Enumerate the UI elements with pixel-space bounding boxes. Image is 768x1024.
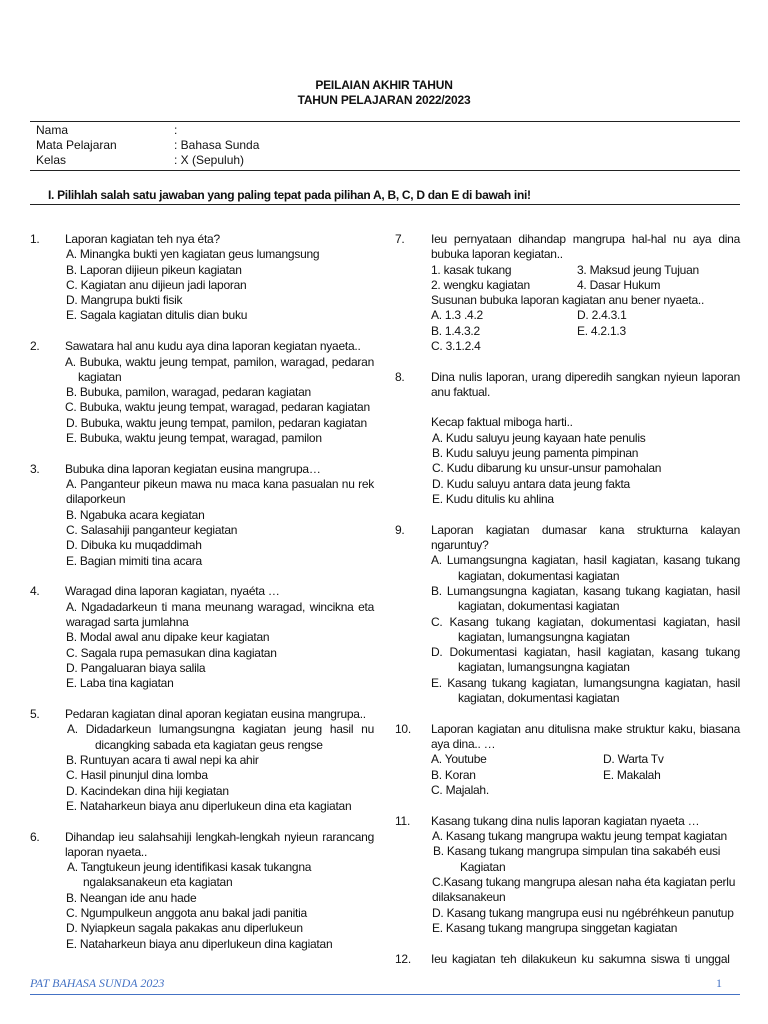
question-number: 7. [395, 232, 405, 246]
info-label: Nama [36, 123, 69, 137]
option: B. Modal awal anu dipake keur kagiatan [66, 630, 270, 645]
question-2 [30, 339, 374, 446]
question-12 [395, 952, 740, 967]
option: A. Kudu saluyu jeung kayaan hate penulis [432, 430, 646, 445]
option: E. Kudu ditulis ku ahlina [432, 491, 554, 506]
option: C. 3.1.2.4 [431, 339, 481, 354]
question-10 [395, 722, 740, 798]
options-grid [431, 308, 740, 354]
option: D. Kasang tukang mangrupa eusi nu ngébréhkeun panutup [432, 905, 734, 920]
info-bottom-rule [30, 170, 740, 171]
question-1 [30, 232, 374, 324]
question-7 [395, 232, 740, 354]
question-stem: Ieu pernyataan dihandap mangrupa hal-hal nu aya dina bubuka laporan kegiatan.. [431, 232, 740, 262]
option: D. 2.4.3.1 [577, 308, 627, 323]
left-column [30, 232, 374, 967]
option: E. Bubuka, waktu jeung tempat, waragad, pamilon [66, 431, 322, 446]
question-number: 1. [30, 232, 40, 246]
option: B. Neangan ide anu hade [66, 890, 197, 905]
question-stem: Ieu kagiatan teh dilakukeun ku sakumna siswa ti unggal [431, 951, 730, 966]
option: B. Runtuyan acara ti awal nepi ka ahir [66, 752, 259, 767]
option: B. Bubuka, pamilon, waragad, pedaran kagiatan [66, 385, 311, 400]
question-stem: Laporan kagiatan teh nya éta? [65, 232, 220, 246]
option: C. Kagiatan anu dijieun jadi laporan [66, 277, 247, 292]
option: E. Sagala kagiatan ditulis dian buku [66, 308, 248, 323]
option: E. Kasang tukang mangrupa singgetan kagiatan [432, 920, 678, 935]
info-top-rule [30, 121, 740, 122]
instruction-text: I. Pilihlah salah satu jawaban yang paling tepat pada pilihan A, B, C, D dan E di bawah ini! [48, 188, 531, 202]
option: D. Nyiapkeun sagala pakakas anu diperlukeun [66, 921, 303, 936]
question-6 [30, 830, 374, 952]
statement: 4. Dasar Hukum [577, 277, 661, 292]
question-number: 2. [30, 339, 40, 354]
right-column [395, 232, 740, 982]
question-stem: Kasang tukang dina nulis laporan kagiatan nyaeta … [431, 813, 700, 828]
statement: 1. kasak tukang [431, 262, 512, 277]
footer-rule [30, 994, 740, 995]
option: D. Kudu saluyu antara data jeung fakta [432, 476, 630, 491]
question-number: 10. [395, 721, 411, 736]
option: A. Ngadadarkeun ti mana meunang waragad, wincikna eta waragad sarta jumlahna [66, 599, 374, 630]
option: D. Kacindekan dina hiji kegiatan [66, 783, 229, 798]
option: C. Sagala rupa pemasukan dina kagiatan [66, 645, 277, 660]
footer-title: PAT BAHASA SUNDA 2023 [30, 976, 165, 990]
option: C. Ngumpulkeun anggota anu bakal jadi panitia [66, 906, 307, 921]
option: A. Panganteur pikeun mawa nu maca kana pasualan nu rek dilaporkeun [66, 477, 374, 507]
option: B. Koran [431, 767, 476, 782]
option: E. Nataharkeun biaya anu diperlukeun dina kagiatan [66, 936, 333, 951]
question-stem: Laporan kagiatan dumasar kana strukturna kalayan ngaruntuy? [431, 522, 740, 553]
option: A. Bubuka, waktu jeung tempat, pamilon, waragad, pedaran kagiatan [65, 354, 374, 384]
option: C. Majalah. [431, 783, 489, 797]
question-number: 8. [395, 369, 405, 384]
question-stem: Pedaran kagiatan dinal aporan kegiatan eusina mangrupa.. [65, 707, 366, 722]
option: D. Bubuka, waktu jeung tempat, pamilon, pedaran kagiatan [66, 415, 367, 430]
option: C. Kasang tukang kagiatan, dokumentasi kagiatan, hasil kagiatan, lumangsungna kagiatan [431, 614, 740, 644]
question-number: 9. [395, 522, 405, 537]
question-stem: Dihandap ieu salahsahiji lengkah-lengkah nyieun rarancang laporan nyaeta.. [65, 829, 374, 859]
option: A. Youtube [431, 752, 487, 767]
question-substem: Kecap faktual miboga harti.. [431, 415, 573, 430]
option: C. Hasil pinunjul dina lomba [66, 768, 208, 783]
question-stem: Bubuka dina laporan kegiatan eusina mangrupa… [65, 461, 321, 476]
option: E. Nataharkeun biaya anu diperlukeun dina eta kagiatan [66, 798, 352, 813]
question-11 [395, 814, 740, 936]
info-label: Kelas [36, 153, 67, 167]
question-stem: Laporan kagiatan anu ditulisna make struktur kaku, biasana aya dina.. … [431, 721, 740, 752]
question-8 [395, 370, 740, 507]
option: E. Kasang tukang kagiatan, lumangsungna kagiatan, hasil kagiatan, dokumentasi kagiatan [431, 675, 740, 706]
statement: 2. wengku kagiatan [431, 277, 530, 292]
question-number: 6. [30, 829, 40, 844]
option: D. Mangrupa bukti fisik [66, 293, 183, 308]
option: A. Lumangsungna kagiatan, hasil kagiatan, kasang tukang kagiatan, dokumentasi kagiatan [431, 553, 740, 583]
info-label: Mata Pelajaran [36, 138, 117, 152]
question-stem: Sawatara hal anu kudu aya dina laporan kegiatan nyaeta.. [65, 339, 361, 354]
option [577, 339, 740, 354]
option: B. Kudu saluyu jeung pamenta pimpinan [432, 446, 639, 461]
option: B. Lumangsungna kagiatan, kasang tukang kagiatan, hasil kagiatan, dokumentasi kagiatan [431, 583, 740, 614]
option: A. Didadarkeun lumangsungna kagiatan jeung hasil nu dicangking sabada eta kagiatan geus rengse [67, 722, 374, 752]
question-3 [30, 462, 374, 569]
option: C. Kudu dibarung ku unsur-unsur pamohalan [432, 461, 662, 476]
question-5 [30, 707, 374, 814]
info-value: : X (Sepuluh) [174, 153, 245, 167]
option: D. Warta Tv [603, 752, 664, 767]
option: B. Ngabuka acara kegiatan [66, 507, 205, 522]
question-9 [395, 523, 740, 707]
option: E. 4.2.1.3 [577, 323, 626, 338]
options-grid [431, 752, 740, 798]
option: E. Makalah [603, 767, 661, 782]
instruction-rule [30, 204, 740, 205]
question-number: 5. [30, 707, 40, 722]
question-stem: Dina nulis laporan, urang diperedih sangkan nyieun laporan anu faktual. [431, 369, 740, 400]
statement-list [431, 263, 740, 294]
info-value: : Bahasa Sunda [174, 138, 260, 152]
option [603, 783, 740, 798]
question-4 [30, 584, 374, 691]
option: D. Dokumentasi kagiatan, hasil kagiatan, kasang tukang kagiatan, lumangsungna kagiatan [431, 645, 740, 675]
option: D. Dibuka ku muqaddimah [66, 538, 202, 553]
question-number: 12. [395, 951, 411, 966]
option: A. Kasang tukang mangrupa waktu jeung tempat kagiatan [432, 829, 727, 844]
question-substem: Susunan bubuka laporan kagiatan anu bener nyaeta.. [431, 293, 705, 308]
question-number: 11. [395, 813, 411, 828]
question-stem: Waragad dina laporan kagiatan, nyaéta … [65, 584, 280, 599]
question-number: 3. [30, 461, 40, 476]
statement: 3. Maksud jeung Tujuan [577, 262, 699, 277]
page-title-2: TAHUN PELAJARAN 2022/2023 [297, 93, 471, 107]
option: B. Laporan dijieun pikeun kagiatan [66, 262, 242, 277]
page-title-1: PEILAIAN AKHIR TAHUN [315, 78, 453, 92]
option: A. 1.3 .4.2 [431, 308, 483, 323]
info-value: : [174, 123, 178, 137]
option: A. Tangtukeun jeung identifikasi kasak tukangna ngalaksanakeun eta kagiatan [67, 860, 312, 890]
question-number: 4. [30, 584, 40, 599]
page-number: 1 [716, 976, 722, 990]
option: C. Bubuka, waktu jeung tempat, waragad, pedaran kagiatan [65, 400, 370, 415]
option: D. Pangaluaran biaya salila [66, 660, 206, 675]
option: A. Minangka bukti yen kagiatan geus lumangsung [66, 247, 320, 262]
option: E. Laba tina kagiatan [66, 676, 174, 691]
option: E. Bagian mimiti tina acara [66, 553, 202, 568]
option: B. Kasang tukang mangrupa simpulan tina sakabéh eusi Kagiatan [433, 844, 721, 874]
option: C.Kasang tukang mangrupa alesan naha éta kagiatan perlu dilaksanakeun [432, 874, 736, 905]
option: B. 1.4.3.2 [431, 323, 480, 338]
option: C. Salasahiji panganteur kegiatan [66, 523, 238, 538]
